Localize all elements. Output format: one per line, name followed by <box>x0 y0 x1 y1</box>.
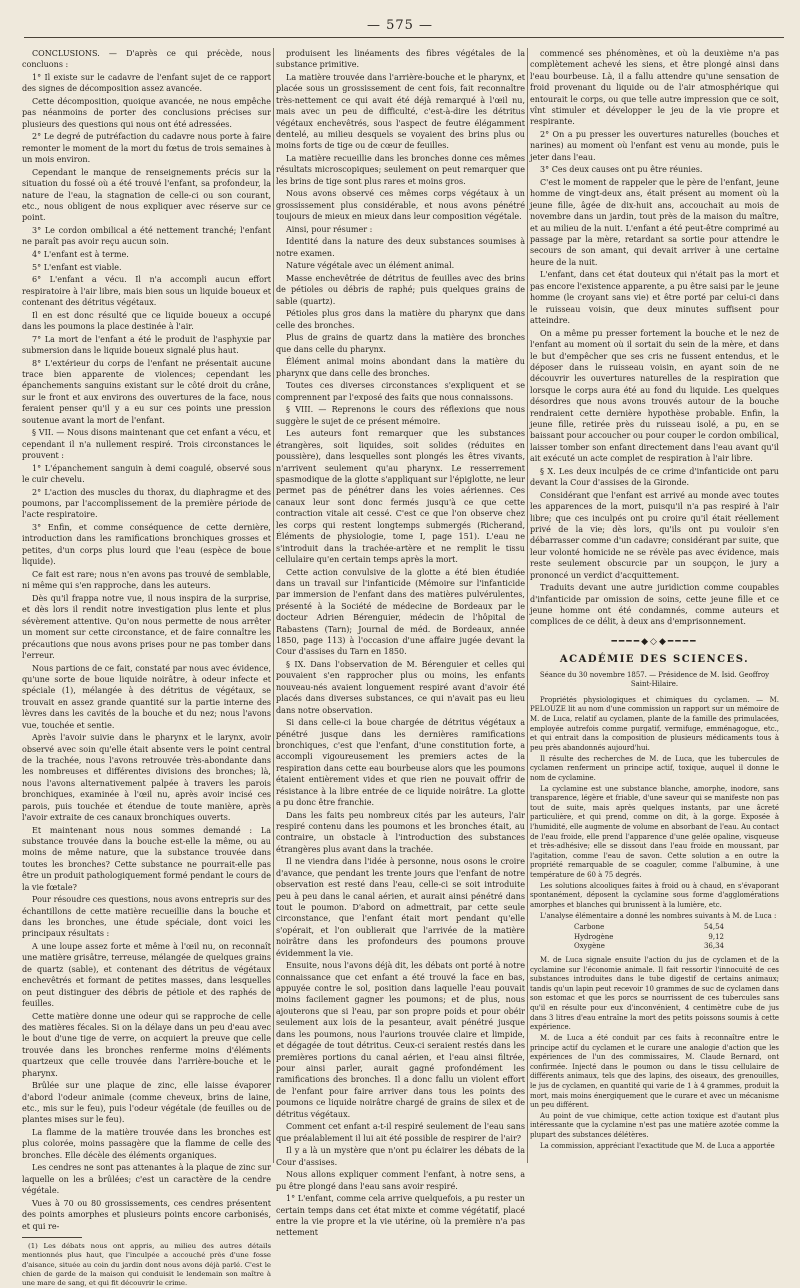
column-right-body <box>530 48 779 628</box>
paragraph: commencé ses phénomènes, et où la deuxième n'a pas complètement achevé les siens, et être plongé ainsi dans l'eau bourbeuse. Là, il a fallu attendre qu'une sensation de froid provenant du liquide ou de l'air atmosphérique qui entourait le corps, ou que telle autre impression que ce soit, vînt stimuler et développer le jeu de la vie propre et respirante. <box>530 49 779 127</box>
paragraph: A une loupe assez forte et même à l'œil nu, on reconnaît une matière grisâtre, terreuse, mélangée de quelques grains de quartz (sable), et contenant des détritus de végétaux enchevêtrés et formant de petites masses, dans lesquelles on peut distinguer des débris de pétiole et des raphés de feuilles. <box>22 942 271 1009</box>
paragraph: Ensuite, nous l'avons déjà dit, les débats ont porté à notre connaissance que cet enfant a été trouvé la face en bas, appuyée contre le sol, position dans laquelle l'eau pouvait moins facilement gagner les poumons; et de plus, nous ajouterons que si l'eau, par son propre poids et pour obéir seulement aux lois de la pesanteur, avait pénétré jusque dans les poumons, nous l'aurions trouvée claire et limpide, et dégagée de tout détritus. Ceux-ci seraient restés dans les premières portions du canal aérien, et l'eau ainsi filtrée, pour ainsi parler, aurait gagné profondément les ramifications des bronches. Il a donc fallu un violent effort de l'enfant pour faire arriver dans tous les points des poumons ce liquide noirâtre chargé de grains de silex et de détritus végétaux. <box>276 961 525 1119</box>
paragraph: 1° L'enfant, comme cela arrive quelquefois, a pu rester un certain temps dans cet état mixte et comme végétatif, placé entre la vie propre et la vie utérine, où la première n'a pas nettement <box>276 1194 525 1238</box>
column-separator <box>273 48 274 1163</box>
paragraph: Considérant que l'enfant est arrivé au monde avec toutes les apparences de la mort, puisqu'il n'a pas respiré à l'air libre; que ces inculpés ont pu croire qu'il était réellement privé de la vie; dès lors, qu'ils ont pu vouloir s'en débarrasser comme d'un cadavre; considérant par suite, que leur volonté homicide ne se révèle pas avec évidence, mais reste seulement obscurcie par un soupçon, le jury a prononcé un verdict d'acquittement. <box>530 490 779 580</box>
footnote: (1) Les débats nous ont appris, au milieu des autres détails mentionnés plus haut, que l'inculpée a accouché près d'une fosse d'aisance, située au coin du jardin dont nous avons déjà parlé. C'est le chien de garde de la maison qui conduisit le lendemain son maître à une mare de sang, et qui fit découvrir le crime. <box>22 1242 271 1287</box>
paragraph: 8° L'extérieur du corps de l'enfant ne présentait aucune trace bien apparente de violences; cependant les épanchements sanguins existant sur le côté droit du crâne, sur le front et aux environs des ouvertures de la face, nous feraient penser qu'il y a eu sur ces points une pression soutenue avant la mort de l'enfant. <box>22 358 271 425</box>
paragraph: 3° Ces deux causes ont pu être réunies. <box>540 165 703 175</box>
paragraph: § IX. Dans l'observation de M. Bérenguier et celles qui pouvaient s'en rapprocher plus ou moins, les enfants nouveau-nés avaient longuement respiré avant d'avoir été placés dans diverses substances, ce qui n'avait pas eu lieu dans notre observation. <box>276 659 525 715</box>
paragraph: CONCLUSIONS. — D'après ce qui précède, nous concluons : <box>22 49 271 70</box>
paragraph: Vues à 70 ou 80 grossissements, ces cendres présentent des points amorphes et plusieurs points encore carbonisés, et qui re- <box>22 1198 271 1231</box>
paragraph: Nous partions de ce fait, constaté par nous avec évidence, qu'une sorte de boue liquide noirâtre, à odeur infecte et spéciale (1), mélangée à des détritus de végétaux, se trouvait en assez grande quantité sur la partie interne des lèvres dans les cavités de la bouche et du nez; nous l'avons vue, touchée et sentie. <box>22 663 271 730</box>
paragraph: Ce fait est rare; nous n'en avons pas trouvé de semblable, ni même qui s'en rapproche, dans les auteurs. <box>22 569 271 591</box>
page-number: — 575 — <box>366 18 434 33</box>
element-name: Hydrogène <box>574 932 614 941</box>
paragraph: La commission, appréciant l'exactitude que M. de Luca a apportée <box>540 1141 775 1150</box>
paragraph: Et maintenant nous nous sommes demandé : La substance trouvée dans la bouche est-elle la même, ou au moins de même nature, que la substance trouvée dans toutes les bronches? Cette substance ne pourrait-elle pas être un produit pathologiquement formé pendant le cours de la vie fœtale? <box>22 825 271 892</box>
paragraph: Si dans celle-ci la boue chargée de détritus végétaux a pénétré jusque dans les dernières ramifications bronchiques, c'est que l'enfant, d'une constitution forte, a accompli vigoureusement les premiers actes de la respiration dans cette eau bourbeuse alors que les poumons étaient entièrement vides et que rien ne pouvait offrir de résistance à la libre entrée de ce liquide noirâtre. La glotte a pu donc être franchie. <box>276 718 525 807</box>
paragraph: 7° La mort de l'enfant a été le produit de l'asphyxie par submersion dans le liquide boueux signalé plus haut. <box>22 334 271 356</box>
session-line: Séance du 30 novembre 1857. — Présidence de M. Isid. Geoffroy Saint-Hilaire. <box>539 670 770 689</box>
section-title: ACADÉMIE DES SCIENCES. <box>559 654 750 666</box>
paragraph: 1° Il existe sur le cadavre de l'enfant sujet de ce rapport des signes de décomposition assez avancée. <box>22 73 271 94</box>
paragraph: 1° L'épanchement sanguin à demi coagulé, observé sous le cuir chevelu. <box>22 463 271 485</box>
column-left <box>22 48 271 1287</box>
analysis-table <box>574 923 779 952</box>
paragraph: Après l'avoir suivie dans le pharynx et le larynx, avoir observé avec soin qu'elle était absente vers le point central de la trachée, nous l'avons retrouvée très-abondante dans les nombreuses et différentes divisions des bronches; là, nous l'avons alternativement palpée à travers les parois bronchiques, examinée à l'œil nu, après avoir incisé ces parois, puis touchée et étendue de toute manière, après l'avoir extraite de ces canaux bronchiques ouverts. <box>22 733 271 822</box>
paragraph: § VII. — Nous disons maintenant que cet enfant a vécu, et cependant il n'a nullement respiré. Trois circonstances le prouvent : <box>22 428 271 461</box>
paragraph: Les solutions alcooliques faites à froid ou à chaud, en s'évaporant spontanément, déposent la cyclamine sous forme d'agglomérations amorphes et blanches qui brunissent à la lumière, etc. <box>530 881 779 909</box>
paragraph: Il en est donc résulté que ce liquide boueux a occupé dans les poumons la place destinée à l'air. <box>22 310 271 332</box>
paragraph: M. de Luca signale ensuite l'action du jus de cyclamen et de la cyclamine sur l'économie animale. Il fait ressortir l'innocuité de ces substances introduites dans le tube digestif de certains animaux; tandis qu'un lapin peut recevoir 10 grammes de suc de cyclamen dans son estomac et que les porcs se nourrissent de ces tubercules sans qu'il en résulte pour eux d'inconvénient, 4 centimètre cube de jus dans 3 litres d'eau entraîne la mort des petits poissons soumis à cette expérience. <box>530 956 779 1032</box>
element-value: 54,54 <box>703 923 724 932</box>
paragraph: Dans les faits peu nombreux cités par les auteurs, l'air respiré contenu dans les poumons et les bronches était, au contraire, un obstacle à l'introduction des substances étrangères plus avant dans la trachée. <box>276 810 525 854</box>
paragraph: Il y a là un mystère que n'ont pu éclairer les débats de la Cour d'assises. <box>276 1146 525 1167</box>
analysis-row <box>574 942 724 952</box>
paragraph: 2° On a pu presser les ouvertures naturelles (bouches et narines) au moment où l'enfant est venu au monde, puis le jeter dans l'eau. <box>530 130 779 162</box>
paragraph: 3° Le cordon ombilical a été nettement tranché; l'enfant ne paraît pas avoir reçu aucun soin. <box>22 226 271 247</box>
paragraph: § X. Les deux inculpés de ce crime d'infanticide ont paru devant la Cour d'assises de la Gironde. <box>530 466 779 488</box>
paragraph: Nature végétale avec un élément animal. <box>286 261 455 271</box>
footnote-rule <box>22 1237 82 1238</box>
paragraph: 2° Le degré de putréfaction du cadavre nous porte à faire remonter le moment de la mort du fœtus de trois semaines à un mois environ. <box>22 132 271 165</box>
academy-body <box>530 696 779 921</box>
paragraph: Il résulte des recherches de M. de Luca, que les tubercules de cyclamen renferment un principe actif, toxique, auquel il donne le nom de cyclamine. <box>530 754 779 782</box>
paragraph: Traduits devant une autre juridiction comme coupables d'infanticide par omission de soins, cette jeune fille et ce jeune homme ont été condamnés, comme auteurs et complices de ce délit, à deux ans d'emprisonnement. <box>530 583 779 627</box>
paragraph: Identité dans la nature des deux substances soumises à notre examen. <box>276 237 525 258</box>
paragraph: Il ne viendra dans l'idée à personne, nous osons le croire d'avance, que pendant les trente jours que l'enfant de notre observation est resté dans l'eau, celle-ci se soit introduite peu à peu dans le canal aérien, et aurait ainsi pénétré dans tout le poumon. D'abord on admettrait, par cette seule circonstance, que l'enfant était mort pendant qu'elle s'opérait, et l'on oublierait que l'arrivée de la matière noirâtre dans les profondeurs des poumons prouve évidemment la vie. <box>276 857 525 958</box>
paragraph: C'est le moment de rappeler que le père de l'enfant, jeune homme de vingt-deux ans, était présent au moment où la jeune fille, âgée de dix-huit ans, accouchait au mois de novembre dans un jardin, tout près de la maison du maître, et au milieu de la nuit. L'enfant a été peut-être comprimé au passage par la mère, retardant sa sortie pour attendre le secours de son amant, qui devait arriver à une certaine heure de la nuit. <box>530 178 779 267</box>
paragraph: 6° L'enfant a vécu. Il n'a accompli aucun effort respiratoire à l'air libre, mais bien sous un liquide boueux et contenant des détritus végétaux. <box>22 275 271 308</box>
paragraph: Les cendres ne sont pas attenantes à la plaque de zinc sur laquelle on les a brûlées; c'est un caractère de la cendre végétale. <box>22 1163 271 1196</box>
paragraph: produisent les linéaments des fibres végétales de la substance primitive. <box>276 49 525 70</box>
header-rule <box>24 37 784 38</box>
paragraph: L'analyse élémentaire a donné les nombres suivants à M. de Luca : <box>540 911 777 920</box>
column-middle <box>276 48 525 1238</box>
academy-body-after <box>530 956 779 1151</box>
paragraph: Cependant le manque de renseignements précis sur la situation du fossé où a été trouvé l'enfant, sa profondeur, la nature de l'eau, la stagnation de celle-ci ou son courant, etc., nous obligent de nous expliquer avec réserve sur ce point. <box>22 167 271 223</box>
paragraph: Pétioles plus gros dans la matière du pharynx que dans celle des bronches. <box>276 309 525 330</box>
column-right <box>530 48 779 1166</box>
paragraph: Nous allons expliquer comment l'enfant, à notre sens, a pu être plongé dans l'eau sans avoir respiré. <box>276 1170 525 1191</box>
section-ornament: ━━━━◆◇◆━━━━ <box>611 636 698 647</box>
paragraph: 3° Enfin, et comme conséquence de cette dernière, introduction dans les ramifications bronchiques grosses et petites, d'un corps plus lourd que l'eau (espèce de boue liquide). <box>22 523 271 567</box>
element-name: Oxygène <box>574 942 605 951</box>
column-left-body <box>22 48 271 1232</box>
paragraph: Les auteurs font remarquer que les substances étrangères, soit liquides, soit solides (réduites en poussière), dans lesquelles sont plongés les êtres vivants, n'arrivent seulement qu'au pharynx. Le resserrement spasmodique de la glotte s'appliquant sur l'épiglotte, ne leur permet pas de pénétrer dans les voies aériennes. Ces canaux leur sont donc fermés jusqu'à ce que cette contraction vitale ait cessé. C'est ce que l'on observe chez les corps qui restent longtemps submergés (Richerand, Éléments de physiologie, tome I, page 151). L'eau ne s'introduit dans la trachée-artère et ne remplit le tissu cellulaire qu'en certain temps après la mort. <box>276 429 525 564</box>
paragraph: Cette action convulsive de la glotte a été bien étudiée dans un travail sur l'infanticide (Mémoire sur l'infanticide par immersion de l'enfant dans des matières pulvérulentes, présenté à la Société de médecine de Bordeaux par le docteur Adrien Bérenguier, médecin de l'hôpital de Rabastens (Tarn); Journal de méd. de Bordeaux, année 1850, page 113) à l'occasion d'une affaire jugée devant la Cour d'assises du Tarn en 1850. <box>276 567 525 657</box>
paragraph: Comment cet enfant a-t-il respiré seulement de l'eau sans que préalablement il lui ait été possible de respirer de l'air? <box>276 1122 525 1143</box>
paragraph: La matière recueillie dans les bronches donne ces mêmes résultats microscopiques; seulement on peut remarquer que les brins de tige sont plus rares et moins gros. <box>276 154 525 186</box>
analysis-row <box>574 933 724 943</box>
paragraph: Brûlée sur une plaque de zinc, elle laisse évaporer d'abord l'odeur animale (comme cheveux, brins de laine, etc., mis sur le feu), puis l'odeur végétale (de feuilles ou de plantes mises sur le feu). <box>22 1081 271 1125</box>
paragraph: § VIII. — Reprenons le cours des réflexions que nous suggère le sujet de ce présent mémoire. <box>276 405 525 426</box>
element-value: 9,12 <box>708 932 724 941</box>
paragraph: Plus de grains de quartz dans la matière des bronches que dans celle du pharynx. <box>276 333 525 354</box>
paragraph: L'enfant, dans cet état douteux qui n'était pas la mort et pas encore l'existence apparente, a pu être saisi par le jeune homme (le croyant sans vie) et être porté par celui-ci dans le ruisseau voisin, que deux minutes suffisent pour atteindre. <box>530 270 779 326</box>
column-separator <box>527 48 528 1163</box>
paragraph: Pour résoudre ces questions, nous avons entrepris sur des échantillons de cette matière recueillie dans la bouche et dans les bronches, une étude spéciale, dont voici les principaux résultats : <box>22 895 271 939</box>
paragraph: Au point de vue chimique, cette action toxique est d'autant plus intéressante que la cyclamine n'est pas une matière azotée comme la plupart des substances délétères. <box>530 1111 779 1140</box>
element-value: 36,34 <box>703 942 724 951</box>
paragraph: Dès qu'il frappa notre vue, il nous inspira de la surprise, et dès lors il rendit notre investigation plus lente et plus sévèrement attentive. Qu'on nous permette de nous arrêter un moment sur cette circonstance, et de faire connaître les précautions que nous avons prises pour ne pas tomber dans l'erreur. <box>22 593 271 660</box>
paragraph: Toutes ces diverses circonstances s'expliquent et se comprennent par l'exposé des faits que nous connaissons. <box>276 381 525 402</box>
analysis-row <box>574 923 724 933</box>
paragraph: 5° L'enfant est viable. <box>32 262 122 272</box>
paragraph: La matière trouvée dans l'arrière-bouche et le pharynx, et placée sous un grossissement de cent fois, fait reconnaître très-nettement ce qui avait été déjà remarqué à l'œil nu, mais avec un peu de difficulté, c'est-à-dire les détritus végétaux enchevêtrés, sous l'aspect de feutre élégamment dentelé, au milieu desquels se voyaient des brins plus ou moins forts de tige ou de cœur de feuilles. <box>276 73 525 151</box>
paragraph: 4° L'enfant est à terme. <box>32 250 129 260</box>
paragraph: Cette décomposition, quoique avancée, ne nous empêche pas néanmoins de porter des conclusions précises sur plusieurs des questions qui nous ont été adressées. <box>22 97 271 129</box>
element-name: Carbone <box>574 923 605 932</box>
paragraph: Ainsi, pour résumer : <box>286 224 373 234</box>
paragraph: Cette matière donne une odeur qui se rapproche de celle des matières fécales. Si on la délaye dans un peu d'eau avec le bout d'une tige de verre, on acquiert la preuve que celle trouvée dans les bronches renferme moins d'éléments quartzeux que celle trouvée dans l'arrière-bouche et le pharynx. <box>22 1011 271 1078</box>
paragraph: 2° L'action des muscles du thorax, du diaphragme et des poumons, par l'accomplissement de la première période de l'acte respiratoire. <box>22 487 271 520</box>
page-header <box>0 14 800 38</box>
paragraph: M. de Luca a été conduit par ces faits à reconnaître entre le principe actif du cyclamen et le curare une analogie d'action que les expériences de l'un des commissaires, M. Claude Bernard, ont confirmée. Injecté dans le poumon ou dans le tissu cellulaire de différents animaux, tels que des lapins, des oiseaux, des grenouilles, le jus de cyclamen, en quantité qui varie de 1 à 4 grammes, produit la mort, mais moins énergiquement que le curare et avec un mécanisme un peu différent. <box>530 1033 779 1110</box>
paragraph: Élément animal moins abondant dans la matière du pharynx que dans celle des bronches. <box>276 357 525 378</box>
paragraph: Masse enchevêtrée de détritus de feuilles avec des brins de pétioles ou débris de raphé; puis quelques grains de sable (quartz). <box>276 274 525 306</box>
paragraph: La flamme de la matière trouvée dans les bronches est plus colorée, moins passagère que la flamme de celle des bronches. Elle décèle des éléments organiques. <box>22 1128 271 1160</box>
column-middle-body <box>276 48 525 1239</box>
paragraph: On a même pu presser fortement la bouche et le nez de l'enfant au moment où il sortait du sein de la mère, et dans le but d'empêcher que ses cris ne fussent entendus, et le déposer dans le ruisseau voisin, en ayant soin de ne découvrir les ouvertures naturelles de la respiration que lorsque le corps aura été au fond du liquide. Les quelques désordres que nous avons trouvés autour de la bouche rendraient cette dernière hypothèse probable. Enfin, la jeune fille, retirée près du ruisseau isolé, a pu, en se baissant pour accoucher ou pour couper le cordon ombilical, laisser tomber son enfant directement dans l'eau avant qu'il ait exécuté un acte complet de respiration à l'air libre. <box>530 328 779 464</box>
paragraph: La cyclamine est une substance blanche, amorphe, inodore, sans transparence, légère et friable, d'une saveur qui se manifeste non pas tout de suite, mais après quelques instants, par une âcreté particulière, et qui prend, comme on dit, à la gorge. Exposée à l'humidité, elle augmente de volume en absorbant de l'eau. Au contact de l'eau froide, elle prend l'apparence d'une gelée opaline, visqueuse et très-adhésive; elle se dissout dans l'eau froide en moussant, par l'agitation, comme l'eau de savon. Cette solution a en outre la propriété remarquable de se coaguler, comme l'albumine, à une température de 60 à 75 degrés. <box>530 784 779 879</box>
paragraph: Propriétés physiologiques et chimiques du cyclamen. — M. PELOUZE lit au nom d'une commission un rapport sur un mémoire de M. de Luca, relatif au cyclamen, plante de la famille des primulacées, employée autrefois comme purgatif, vermifuge, emménagogue, etc., et qui entrait dans la composition de plusieurs médicaments tous à peu près abandonnés aujourd'hui. <box>530 695 779 752</box>
paragraph: Nous avons observé ces mêmes corps végétaux à un grossissement plus considérable, et nous avons pénétré toujours de mieux en mieux dans leur composition végétale. <box>276 189 525 222</box>
